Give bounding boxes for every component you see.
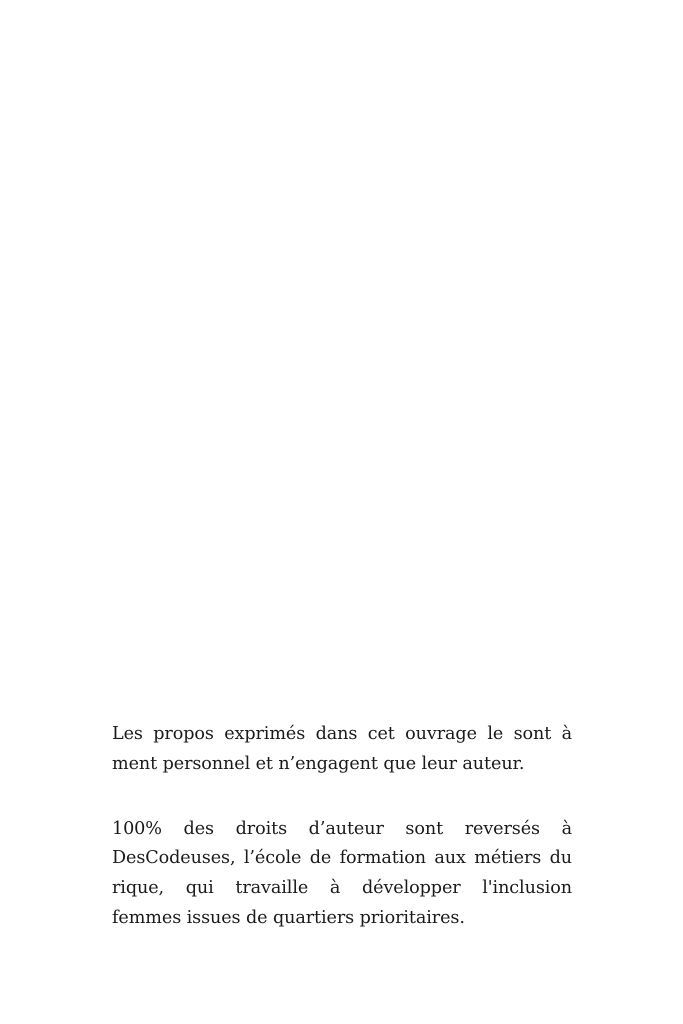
royalties-line-3: rique, qui travaille à développer l'inclusion — [112, 878, 572, 899]
royalties-paragraph — [112, 815, 572, 934]
legal-notice — [112, 720, 572, 934]
royalties-line-2: DesCodeuses, l’école de formation aux métiers du — [112, 848, 572, 869]
royalties-line-1: 100% des droits d’auteur sont reversés à — [112, 818, 572, 839]
disclaimer-line-1: Les propos exprimés dans cet ouvrage le sont à — [112, 724, 572, 744]
disclaimer-line-2: ment personnel et n’engagent que leur auteur. — [112, 753, 525, 774]
paragraph-spacer — [112, 780, 572, 815]
royalties-line-4: femmes issues de quartiers prioritaires. — [112, 907, 465, 928]
disclaimer-paragraph — [112, 720, 572, 780]
